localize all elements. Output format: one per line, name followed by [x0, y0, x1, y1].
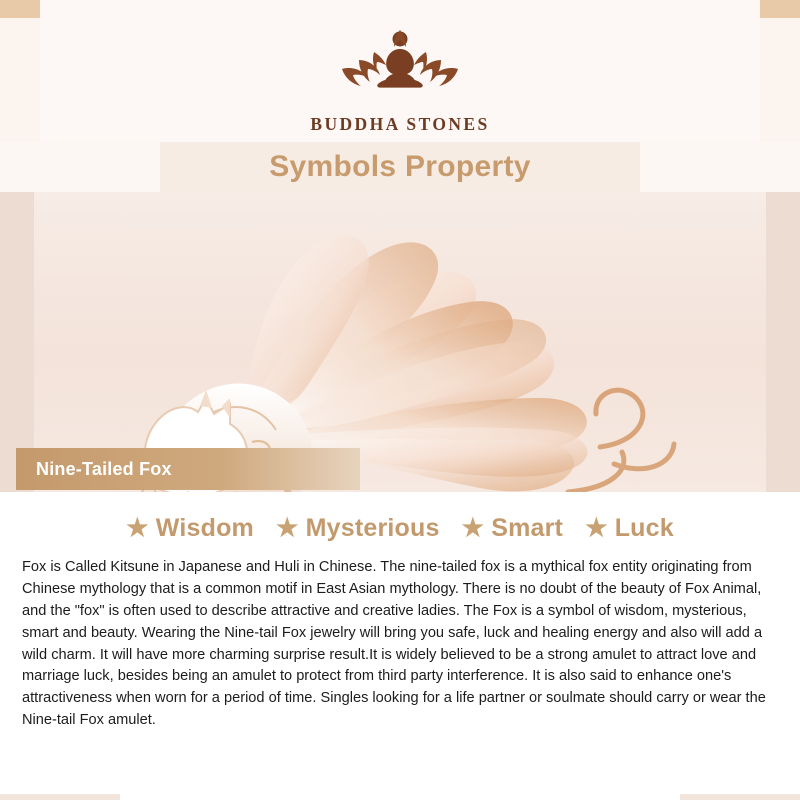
- hero-illustration: [0, 192, 800, 492]
- keyword-item: [276, 514, 440, 543]
- corner-accent-right: [760, 0, 800, 18]
- keyword-label: Luck: [614, 514, 674, 542]
- brand-logo: [0, 22, 800, 135]
- nine-tailed-fox-icon: [0, 192, 800, 492]
- keyword-label: Wisdom: [155, 514, 254, 542]
- star-icon: ★: [461, 514, 485, 542]
- star-icon: ★: [275, 514, 299, 542]
- star-icon: ★: [585, 514, 608, 542]
- footer-accent-right: [680, 794, 800, 800]
- hero-label-text: Nine-Tailed Fox: [36, 458, 172, 479]
- page-title: Symbols Property: [269, 150, 531, 183]
- content-panel: [0, 492, 800, 800]
- keyword-list: [0, 492, 800, 543]
- lotus-meditation-figure-icon: [334, 22, 466, 108]
- keyword-item: [126, 514, 254, 543]
- brand-name: BUDDHA STONES: [310, 114, 490, 134]
- footer-accent-left: [0, 794, 120, 800]
- star-icon: ★: [126, 514, 149, 542]
- keyword-item: [462, 514, 564, 543]
- description-paragraph: Fox is Called Kitsune in Japanese and Huli in Chinese. The nine-tailed fox is a mythical fox entity originating from Chinese mythology that is a common motif in East Asian mythology. There is no doubt of the beauty of Fox Animal, and the "fox" is often used to describe attractive and creative ladies. The Fox is a symbol of wisdom, mysterious, smart and beauty. Wearing the Nine-tail Fox jewelry will bring you safe, luck and healing energy and also will add a wild charm. It will have more charming surprise result.It is widely believed to be a strong amulet to attract love and marriage luck, besides being an amulet to protect from third party interference. It is also said to enhance one's attractiveness when worn for a period of time. Singles looking for a life partner or soulmate should carry or wear the Nine-tail Fox amulet.: [22, 559, 766, 729]
- keyword-label: Mysterious: [305, 514, 440, 542]
- keyword-item: [585, 514, 674, 543]
- hero-label-ribbon: [16, 448, 360, 490]
- title-banner: [160, 142, 640, 192]
- keyword-label: Smart: [491, 514, 564, 542]
- corner-accent-left: [0, 0, 40, 18]
